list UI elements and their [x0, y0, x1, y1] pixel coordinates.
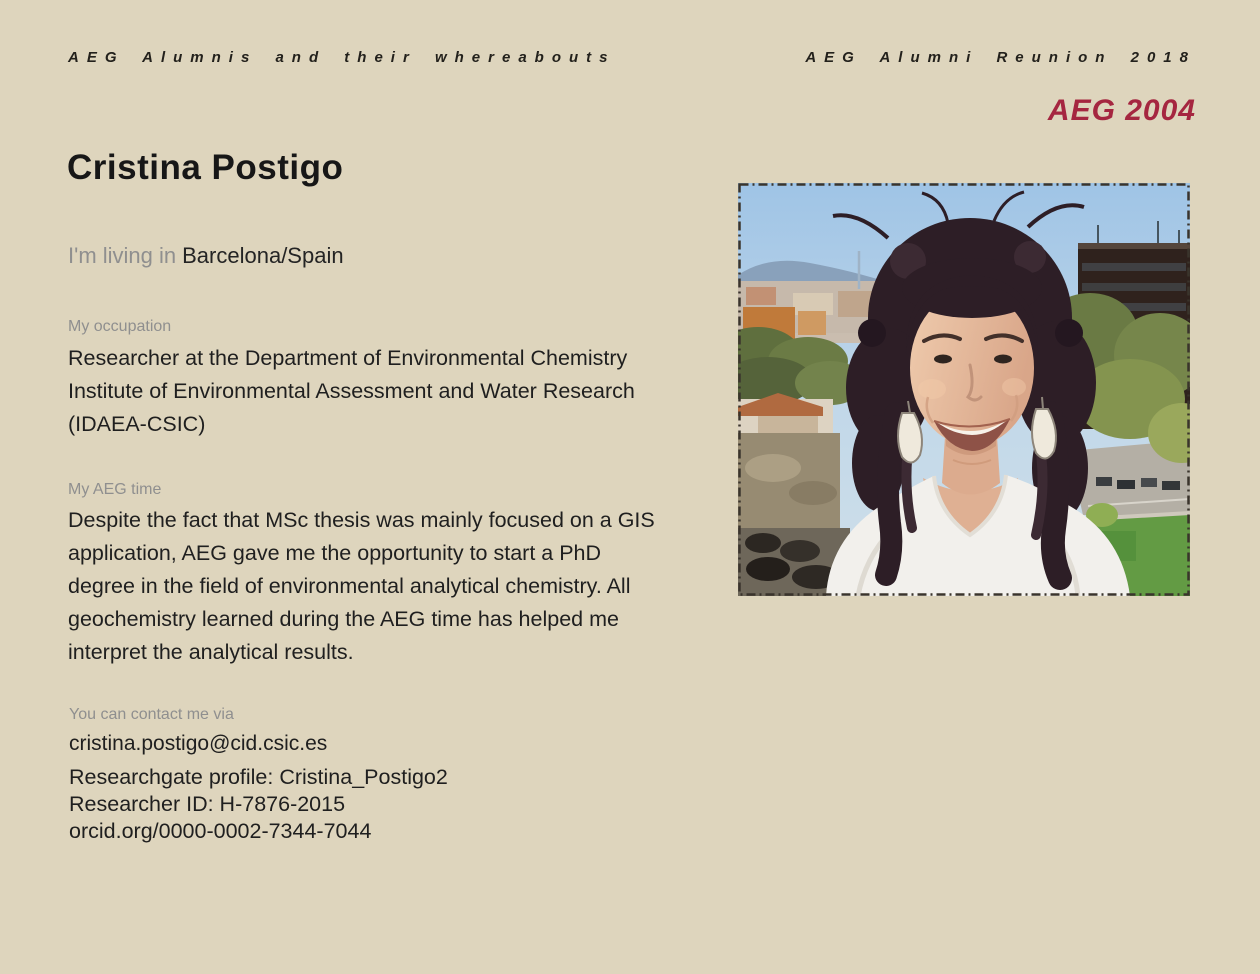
aeg-time-text	[68, 504, 655, 669]
researchgate-line: Researchgate profile: Cristina_Postigo2	[69, 765, 448, 789]
contact-links	[69, 764, 448, 845]
aeg-time-line: geochemistry learned during the AEG time has helped me	[68, 607, 619, 631]
occupation-line: (IDAEA-CSIC)	[68, 412, 206, 436]
researcher-id-line: Researcher ID: H-7876-2015	[69, 792, 346, 816]
living-label: I'm living in	[68, 243, 177, 268]
profile-name: Cristina Postigo	[67, 148, 344, 187]
aeg-time-line: application, AEG gave me the opportunity to start a PhD	[68, 541, 602, 565]
aeg-time-line: interpret the analytical results.	[68, 640, 354, 664]
living-line	[68, 243, 344, 269]
aeg-time-line: Despite the fact that MSc thesis was mainly focused on a GIS	[68, 508, 655, 532]
living-value: Barcelona/Spain	[182, 243, 344, 268]
orcid-line: orcid.org/0000-0002-7344-7044	[69, 819, 372, 843]
aeg-time-label: My AEG time	[68, 481, 162, 498]
occupation-label: My occupation	[68, 318, 172, 335]
header-right: AEG Alumni Reunion 2018	[805, 49, 1196, 66]
occupation-line: Institute of Environmental Assessment and Water Research	[68, 379, 635, 403]
profile-photo	[738, 183, 1190, 596]
occupation-line: Researcher at the Department of Environmental Chemistry	[68, 346, 628, 370]
year-badge: AEG 2004	[1047, 94, 1196, 127]
header-left: AEG Alumnis and their whereabouts	[68, 49, 616, 66]
aeg-time-line: degree in the field of environmental analytical chemistry. All	[68, 574, 631, 598]
occupation-text	[68, 342, 635, 441]
contact-email: cristina.postigo@cid.csic.es	[69, 732, 328, 755]
contact-label: You can contact me via	[69, 706, 234, 723]
